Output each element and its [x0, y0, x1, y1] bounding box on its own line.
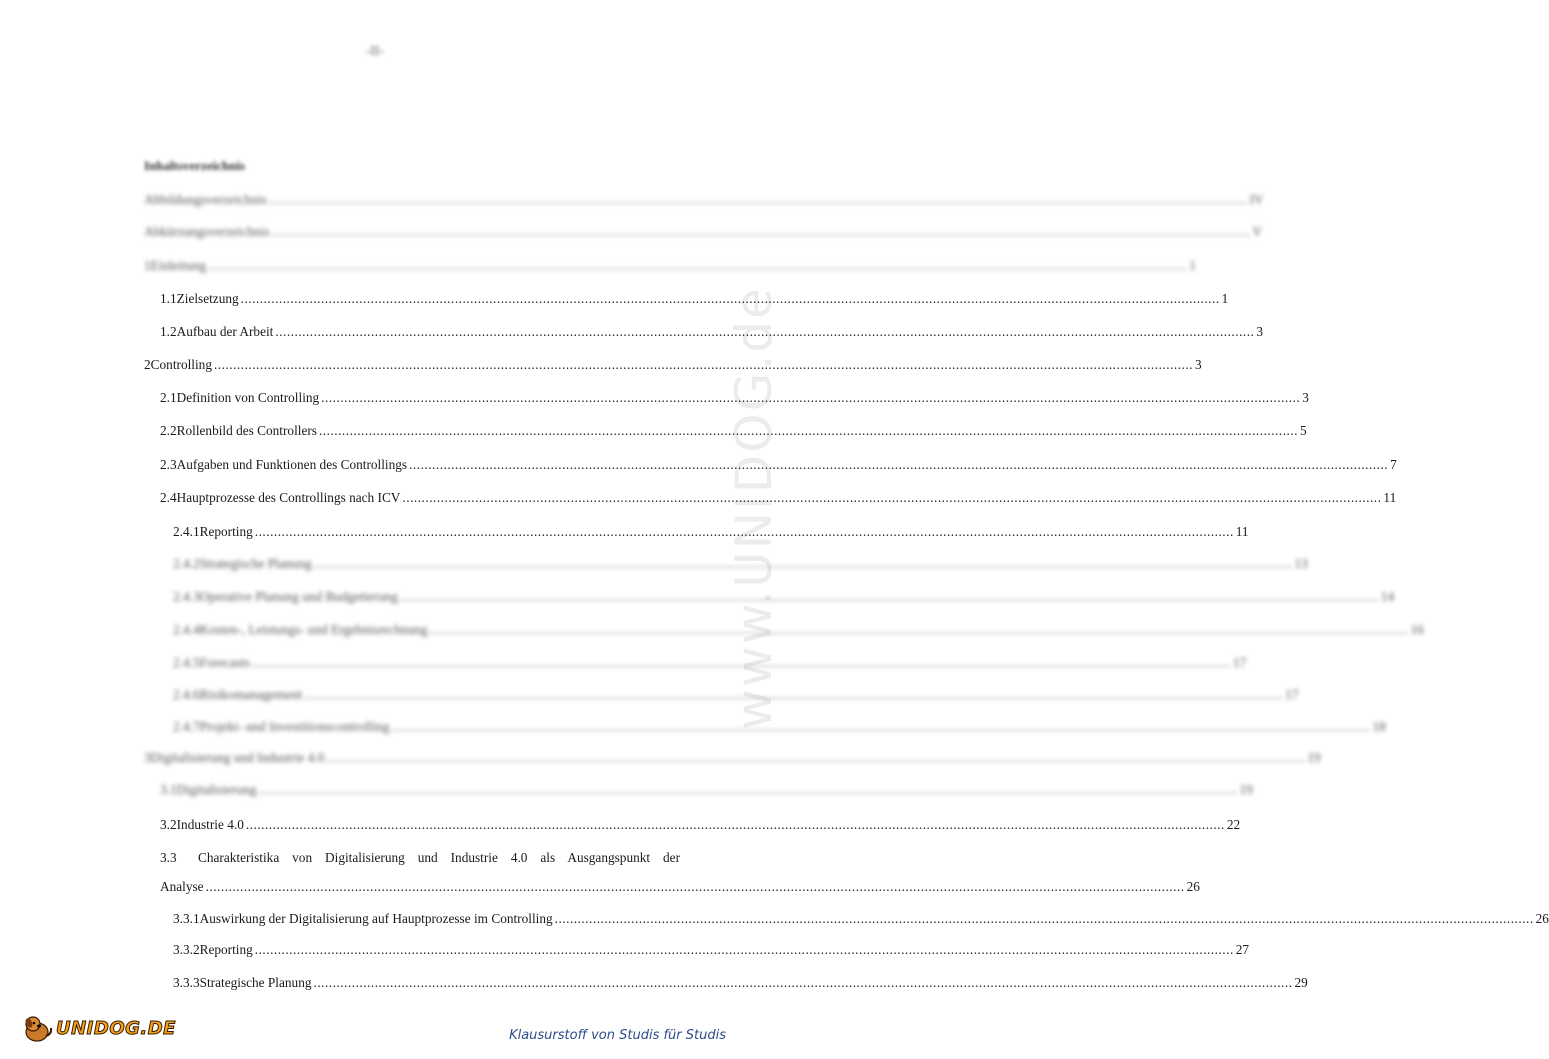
toc-entry-page: 26	[1186, 879, 1200, 894]
toc-entry-number: 3.2	[160, 817, 177, 832]
leader-dots	[258, 782, 1237, 798]
leader-dots	[304, 687, 1283, 703]
toc-entry-number: 2.4	[160, 490, 177, 505]
leader-dots	[275, 324, 1254, 340]
toc-entry-page: 19	[1307, 750, 1321, 765]
toc-entry-title: Definition von Controlling	[176, 390, 320, 405]
toc-entry-number: 2.4.7	[173, 719, 200, 734]
toc-entry-title: Digitalisierung	[176, 782, 257, 797]
toc-entry-title: Kosten-, Leistungs- und Ergebnisrechnung	[199, 622, 428, 637]
toc-entry-title: Einleitung	[150, 258, 207, 273]
toc-entry-page: 3	[1194, 357, 1202, 372]
leader-dots	[272, 224, 1251, 240]
toc-entry-page: 17	[1285, 687, 1299, 702]
toc-entry	[173, 975, 1308, 991]
toc-entry-number: 3.1	[160, 782, 177, 797]
leader-dots	[255, 524, 1234, 540]
toc-entry-page: 3	[1256, 324, 1264, 339]
toc-entry	[173, 556, 1308, 572]
toc-entry-title: Reporting	[199, 942, 253, 957]
toc-entry-title: Aufgaben und Funktionen des Controllings	[176, 457, 408, 472]
toc-entry-number: 2.4.5	[173, 655, 200, 670]
toc-entry-title: Digitalisierung und Industrie 4.0	[150, 750, 325, 765]
toc-entry-title: Strategische Planung	[199, 556, 312, 571]
footer-slogan: Klausurstoff von Studis für Studis	[509, 1028, 726, 1043]
leader-dots	[555, 911, 1534, 927]
toc-entry-title: Operative Planung und Budgetierung	[199, 589, 398, 604]
toc-entry-title: Rollenbild des Controllers	[176, 423, 317, 438]
logo-text: UNIDOG.DE	[56, 1017, 176, 1039]
toc-entry-number: 1.1	[160, 291, 177, 306]
leader-dots	[246, 817, 1225, 833]
watermark-text: www.UNIDOG.de	[725, 286, 783, 730]
toc-entry-page: 19	[1239, 782, 1253, 797]
toc-entry	[173, 524, 1249, 540]
leader-dots	[402, 490, 1381, 506]
toc-entry-number: 3.3.1	[173, 911, 200, 926]
toc-entry-page: 5	[1299, 423, 1307, 438]
leader-dots	[319, 423, 1298, 439]
toc-entry	[144, 750, 1321, 766]
toc-entry	[160, 817, 1241, 833]
toc-entry-number: 2.4.4	[173, 622, 200, 637]
toc-entry-page: 18	[1372, 719, 1386, 734]
toc-entry-number: 2.4.2	[173, 556, 200, 571]
toc-entry-title: Abbildungsverzeichnis	[144, 192, 267, 207]
toc-entry	[144, 357, 1202, 373]
toc-entry-number: 2.1	[160, 390, 177, 405]
toc-entry	[144, 192, 1264, 208]
toc-entry-number: 2.4.1	[173, 524, 200, 539]
toc-entry-page: 26	[1535, 911, 1549, 926]
toc-entry-title: Strategische Planung	[199, 975, 312, 990]
leader-dots	[391, 719, 1370, 735]
toc-entry-page: 14	[1380, 589, 1395, 604]
toc-entry	[173, 589, 1395, 605]
toc-entry-number: 2.4.3	[173, 589, 200, 604]
toc-entry-title: Auswirkung der Digitalisierung auf Hauptprozesse im Controlling	[199, 911, 553, 926]
toc-entry-page: 16	[1410, 622, 1424, 637]
toc-entry	[173, 942, 1250, 958]
toc-entry	[173, 622, 1424, 638]
toc-entry	[144, 224, 1263, 240]
toc-entry	[173, 719, 1386, 735]
toc-entry-number: 3.3.2	[173, 942, 200, 957]
footer-logo	[22, 1012, 176, 1044]
toc-entry-page: 1	[1189, 258, 1196, 273]
leader-dots	[269, 192, 1248, 208]
toc-entry	[173, 911, 1549, 927]
toc-entry-title: Zielsetzung	[176, 291, 239, 306]
toc-entry-page: 22	[1226, 817, 1241, 832]
toc-entry-title: Abkürzungsverzeichnis	[144, 224, 270, 239]
toc-entry-page: 1	[1221, 291, 1229, 306]
leader-dots	[255, 942, 1234, 958]
toc-entry	[160, 291, 1229, 307]
toc-entry-number: 3	[144, 750, 151, 765]
toc-entry-title: Controlling	[150, 357, 212, 372]
leader-dots	[208, 258, 1187, 274]
leader-dots	[326, 750, 1305, 766]
toc-entry-page: V	[1252, 224, 1263, 239]
leader-dots	[252, 655, 1231, 671]
toc-entry-page: 11	[1235, 524, 1249, 539]
toc-entry-page: 11	[1383, 490, 1397, 505]
toc-entry-title: Industrie 4.0	[176, 817, 244, 832]
toc-entry-title: Hauptprozesse des Controllings nach ICV	[176, 490, 401, 505]
toc-entry-page: 13	[1294, 556, 1308, 571]
toc-entry	[144, 258, 1196, 274]
toc-entry	[160, 490, 1397, 506]
leader-dots	[321, 390, 1300, 406]
toc-entry-page: 3	[1302, 390, 1309, 405]
dog-mascot-icon	[22, 1012, 54, 1044]
toc-entry-continuation: Analyse	[160, 879, 204, 894]
leader-dots	[206, 879, 1185, 895]
toc-entry	[173, 687, 1299, 703]
toc-entry-title: Charakteristika von Digitalisierung und Industrie 4.0 als Ausgangspunkt der	[198, 850, 680, 865]
toc-entry	[160, 457, 1397, 473]
leader-dots	[241, 291, 1220, 307]
toc-entry-title: Aufbau der Arbeit	[176, 324, 274, 339]
toc-entry	[160, 850, 1200, 895]
leader-dots	[314, 556, 1293, 572]
toc-entry	[160, 390, 1309, 406]
page-number: -II-	[365, 44, 385, 59]
toc-entry-page: IV	[1249, 192, 1264, 207]
toc-entry-title: Projekt- und Investitionscontrolling	[199, 719, 390, 734]
toc-entry-number: 2.3	[160, 457, 177, 472]
toc-entry-number: 1.2	[160, 324, 177, 339]
toc-entry-page: 29	[1294, 975, 1308, 990]
toc-entry	[160, 423, 1307, 439]
toc-entry-title: Reporting	[199, 524, 253, 539]
toc-entry-number: 2	[144, 357, 151, 372]
toc-heading: Inhaltsverzeichnis	[144, 158, 246, 173]
toc-entry-page: 27	[1235, 942, 1250, 957]
toc-entry-title: Forecasts	[199, 655, 250, 670]
leader-dots	[430, 622, 1409, 638]
leader-dots	[409, 457, 1388, 473]
toc-entry-title: Risikomanagement	[199, 687, 303, 702]
leader-dots	[214, 357, 1193, 373]
toc-entry-number: 1	[144, 258, 151, 273]
toc-entry-number: 2.4.6	[173, 687, 200, 702]
toc-entry-number: 2.2	[160, 423, 177, 438]
toc-entry-number: 3.3	[160, 850, 177, 865]
toc-entry-page: 17	[1232, 655, 1247, 670]
leader-dots	[314, 975, 1293, 991]
toc-entry	[160, 782, 1253, 798]
toc-entry	[173, 655, 1247, 671]
toc-entry-page: 7	[1390, 457, 1397, 472]
leader-dots	[400, 589, 1379, 605]
toc-entry	[160, 324, 1264, 340]
toc-entry-number: 3.3.3	[173, 975, 200, 990]
